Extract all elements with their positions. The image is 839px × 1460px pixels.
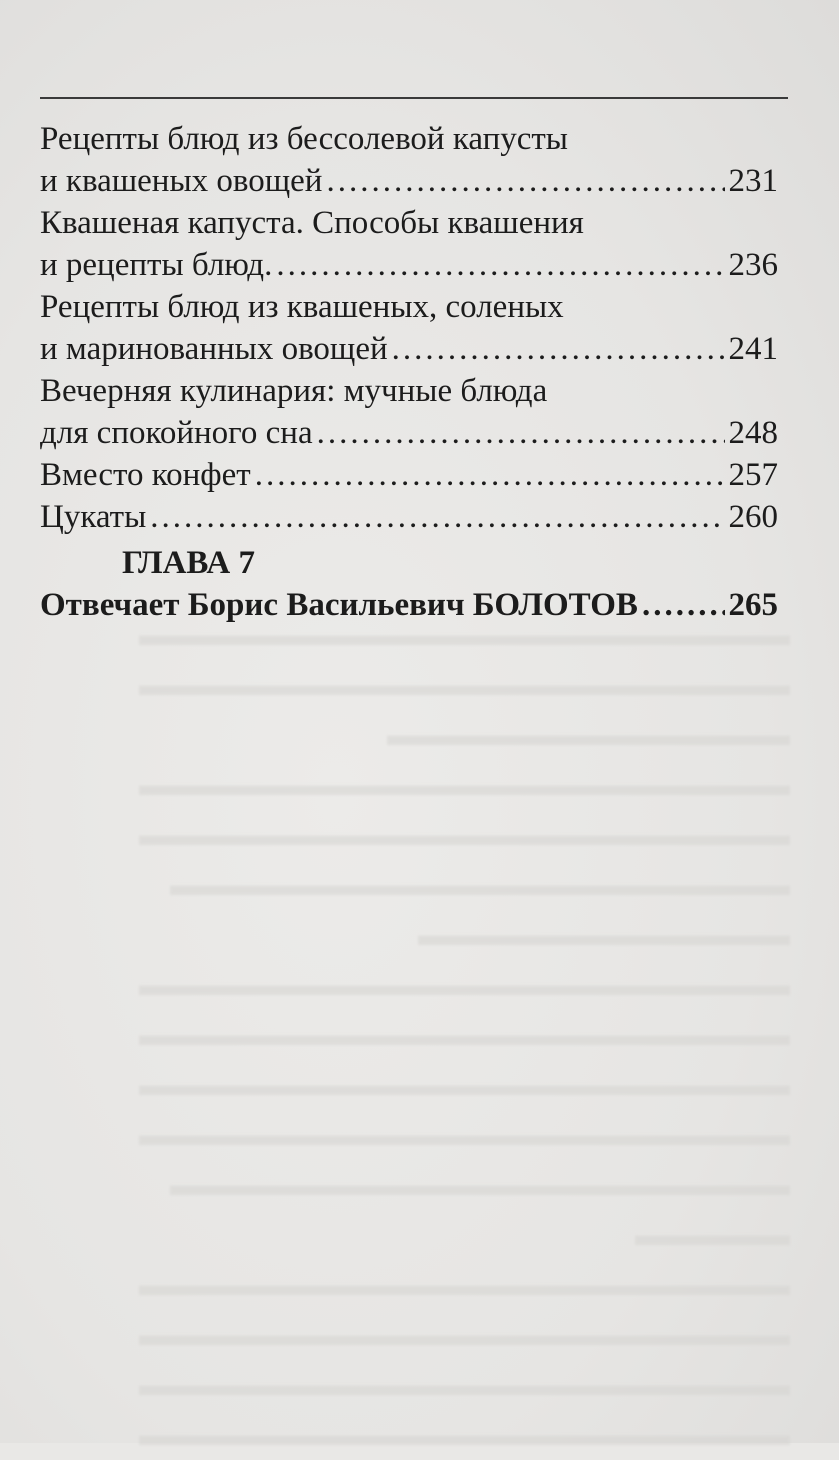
page-bleed-through: ▬▬▬▬▬▬▬▬▬▬▬▬▬▬▬▬▬▬▬▬▬ ▬▬▬▬▬▬▬▬▬▬▬▬▬▬▬▬▬▬▬▬▬ ▬▬▬▬▬▬▬▬▬▬▬▬▬ ▬▬▬▬▬▬▬▬▬▬▬▬▬▬▬▬▬▬▬▬▬ ▬▬▬▬▬▬▬▬▬▬▬▬▬▬▬▬▬▬▬▬▬ ▬▬▬▬▬▬▬▬▬▬▬▬▬▬▬▬▬▬▬▬ ▬▬▬▬▬▬▬▬▬▬▬▬ ▬▬▬▬▬▬▬▬▬▬▬▬▬▬▬▬▬▬▬▬▬ ▬▬▬▬▬▬▬▬▬▬▬▬▬▬▬▬▬▬▬▬▬ ▬▬▬▬▬▬▬▬▬▬▬▬▬▬▬▬▬▬▬▬▬ ▬▬▬▬▬▬▬▬▬▬▬▬▬▬▬▬▬▬▬▬▬ ▬▬▬▬▬▬▬▬▬▬▬▬▬▬▬▬▬▬▬▬ ▬▬▬▬▬ ▬▬▬▬▬▬▬▬▬▬▬▬▬▬▬▬▬▬▬▬▬ ▬▬▬▬▬▬▬▬▬▬▬▬▬▬▬▬▬▬▬▬▬ ▬▬▬▬▬▬▬▬▬▬▬▬▬▬▬▬▬▬▬▬▬ ▬▬▬▬▬▬▬▬▬▬▬▬▬▬▬▬▬▬▬▬▬ [139,617,790,1452]
toc-entry-line: и квашеных овощей [40,163,323,199]
toc-page-number: 260 [728,499,778,535]
table-of-contents [40,118,778,626]
toc-entry-last-line [40,160,778,202]
toc-page-number: 236 [728,247,778,283]
toc-page-number: 265 [728,587,778,623]
toc-entry[interactable] [40,454,778,496]
toc-entry-last-line [40,328,778,370]
toc-entry-line: и маринованных овощей [40,331,388,367]
toc-entry-line: Рецепты блюд из квашеных, соленых [40,289,564,325]
toc-entry-last-line [40,412,778,454]
toc-page-number: 257 [728,457,778,493]
toc-entry-last-line [40,496,778,538]
dot-leader [276,244,724,286]
toc-entry-line: Отвечает Борис Васильевич БОЛОТОВ [40,587,638,623]
toc-entry-last-line [40,454,778,496]
toc-page-number: 248 [728,415,778,451]
toc-entry-line: и рецепты блюд. [40,247,273,283]
dot-leader [326,160,724,202]
dot-leader [255,454,725,496]
dot-leader [150,496,724,538]
toc-entry[interactable] [40,118,778,202]
dot-leader [642,584,725,626]
toc-entry[interactable] [40,202,778,286]
toc-entry-last-line [40,584,778,626]
toc-entry[interactable] [40,496,778,538]
toc-entry-line: Рецепты блюд из бессолевой капусты [40,121,568,157]
toc-entry[interactable] [40,584,778,626]
toc-entry-line: для спокойного сна [40,415,313,451]
toc-entry[interactable] [40,286,778,370]
toc-entry-last-line [40,244,778,286]
toc-entry-line: Квашеная капуста. Способы квашения [40,205,584,241]
chapter-heading: ГЛАВА 7 [122,545,255,581]
toc-entry-line: Цукаты [40,499,147,535]
toc-entry-line: Вместо конфет [40,457,251,493]
dot-leader [392,328,725,370]
dot-leader [317,412,725,454]
toc-entry[interactable] [40,370,778,454]
header-rule [40,97,788,99]
toc-page-number: 231 [728,163,778,199]
toc-entry-line: Вечерняя кулинария: мучные блюда [40,373,548,409]
toc-page-number: 241 [728,331,778,367]
